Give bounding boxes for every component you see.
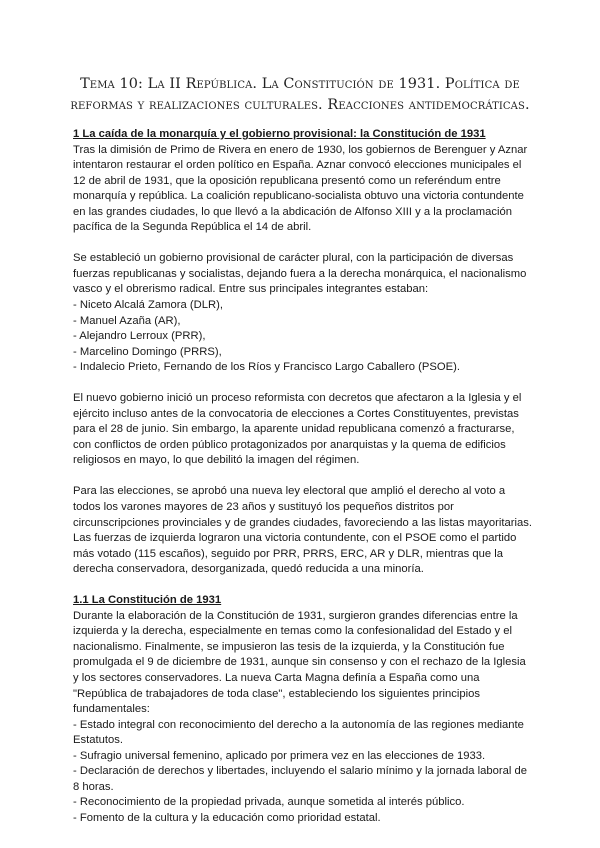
- principles-list: [73, 718, 533, 827]
- list-item: - Sufragio universal femenino, aplicado por primera vez en las elecciones de 1933.: [73, 749, 486, 762]
- page-title: Tema 10: La II República. La Constitución de 1931. Política de reformas y realizaciones culturales. Reacciones antidemocráticas.: [70, 76, 530, 113]
- paragraph: El nuevo gobierno inició un proceso reformista con decretos que afectaron a la Iglesia y el ejército incluso antes de la convocatoria de elecciones a Cortes Constituyentes, previstas para el 28 de junio. Sin embargo, la aparente unidad republicana comenzó a fracturarse, con conflictos de orden público protagonizados por anarquistas y la quema de edificios religiosos en mayo, lo que debilitó la imagen del régimen.: [73, 392, 522, 467]
- list-item: - Indalecio Prieto, Fernando de los Ríos y Francisco Largo Caballero (PSOE).: [73, 361, 461, 374]
- paragraph: Para las elecciones, se aprobó una nueva ley electoral que amplió el derecho al voto a todos los varones mayores de 23 años y sustituyó los pequeños distritos por circunscripciones provinciales y de grandes ciudades, favoreciendo a las listas mayoritarias. Las fuerzas de izquierda lograron una victoria contundente, con el PSOE como el partido más votado (115 escaños), seguido por PRR, PRRS, ERC, AR y DLR, mientras que la derecha conservadora, desorganizada, quedó reducida a una minoría.: [73, 485, 532, 576]
- list-item: - Alejandro Lerroux (PRR),: [73, 330, 206, 343]
- paragraph: Se estableció un gobierno provisional de carácter plural, con la participación de diversas fuerzas republicanas y socialistas, dejando fuera a la derecha monárquica, el nacionalismo vasco y el obrerismo radical. Entre sus principales integrantes estaban:: [73, 252, 527, 296]
- document-body: [73, 127, 533, 826]
- section-heading-1-1: 1.1 La Constitución de 1931: [73, 594, 222, 607]
- list-item: - Marcelino Domingo (PRRS),: [73, 345, 222, 358]
- list-item: - Manuel Azaña (AR),: [73, 314, 181, 327]
- government-members-list: [73, 298, 533, 376]
- list-item: - Estado integral con reconocimiento del derecho a la autonomía de las regiones mediante Estatutos.: [73, 718, 524, 747]
- paragraph: Durante la elaboración de la Constitución de 1931, surgieron grandes diferencias entre la izquierda y la derecha, especialmente en temas como la confesionalidad del Estado y el nacionalismo. Finalmente, se impusieron las tesis de la izquierda, y la Constitución fue promulgada el 9 de diciembre de 1931, aunque sin consenso y con el rechazo de la Iglesia y los sectores conservadores. La nueva Carta Magna definía a España como una "República de trabajadores de toda clase", estableciendo los siguientes principios fundamentales:: [73, 609, 526, 716]
- section-heading-1: 1 La caída de la monarquía y el gobierno provisional: la Constitución de 1931: [73, 128, 486, 140]
- list-item: - Fomento de la cultura y la educación como prioridad estatal.: [73, 811, 381, 824]
- paragraph: Tras la dimisión de Primo de Rivera en enero de 1930, los gobiernos de Berenguer y Aznar intentaron restaurar el orden político en España. Aznar convocó elecciones municipales el 12 de abril de 1931, que la oposición republicana presentó como un referéndum entre monarquía y república. La coalición republicano-socialista obtuvo una victoria contundente en las grandes ciudades, lo que llevó a la abdicación de Alfonso XIII y a la proclamación pacífica de la Segunda República el 14 de abril.: [73, 143, 528, 234]
- list-item: - Declaración de derechos y libertades, incluyendo el salario mínimo y la jornada laboral de 8 horas.: [73, 765, 527, 793]
- list-item: - Reconocimiento de la propiedad privada, aunque sometida al interés público.: [73, 796, 465, 809]
- list-item: - Niceto Alcalá Zamora (DLR),: [73, 298, 224, 311]
